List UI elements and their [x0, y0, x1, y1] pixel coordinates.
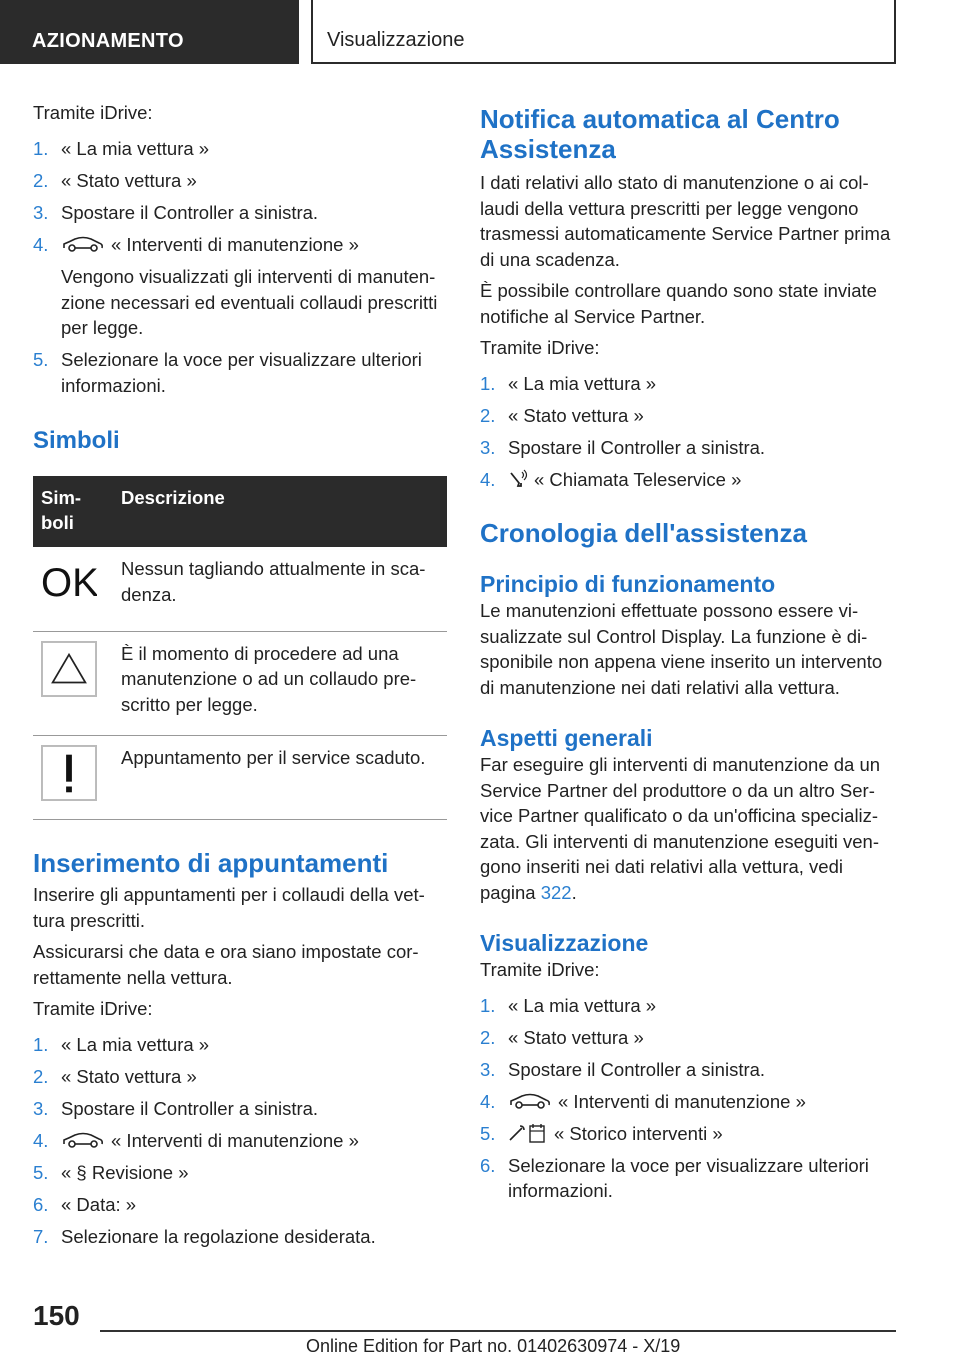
- step-text: « Stato vettura »: [61, 169, 197, 191]
- list-item: [480, 467, 896, 493]
- step-number: 1.: [480, 994, 496, 1016]
- notify-text-3: Tramite iDrive:: [480, 337, 600, 358]
- principle-heading: Principio di funzionamento: [480, 571, 776, 597]
- history-heading: Cronologia dell'assistenza: [480, 518, 807, 548]
- table-cell-description: È il momento di procedere ad una manutenzione o ad un collaudo pre-scritto per legge.: [113, 631, 447, 736]
- notify-text-2: È possibile controllare quando sono state inviate notifiche al Service Partner.: [480, 280, 877, 327]
- list-item: [33, 232, 447, 341]
- step-number: 4.: [480, 1090, 496, 1112]
- page-header: [0, 0, 960, 66]
- list-item: [480, 993, 896, 1019]
- step-text: « Interventi di manutenzione »: [558, 1090, 806, 1112]
- list-item: [33, 1064, 447, 1090]
- step-number: 4.: [480, 468, 496, 490]
- display-text: Tramite iDrive:: [480, 959, 600, 980]
- step-number: 3.: [33, 1097, 49, 1119]
- display-heading: Visualizzazione: [480, 930, 649, 956]
- general-text-body: Far eseguire gli interventi di manutenzione da un Service Partner del produttore o da un altro Ser-vice Partner qualificato o da un'officina specializ-zata. Gli interventi di manutenzione eseguiti ven-gono inseriti nei dati relativi alla vettura, vedi pagina: [480, 754, 881, 903]
- step-text: « Interventi di manutenzione »: [111, 233, 359, 255]
- intro-text: Tramite iDrive:: [33, 102, 153, 123]
- table-row: [33, 631, 447, 736]
- list-item: [33, 1160, 447, 1186]
- step-text: Spostare il Controller a sinistra.: [61, 201, 319, 223]
- step-number: 3.: [480, 436, 496, 458]
- general-text-end: .: [571, 881, 577, 903]
- list-item: [480, 1089, 896, 1115]
- step-text: « La mia vettura »: [508, 372, 657, 394]
- step-text: « Storico interventi »: [554, 1122, 723, 1144]
- step-number: 6.: [480, 1154, 496, 1176]
- steps-list-4: [480, 993, 896, 1204]
- table-header-row: [33, 476, 447, 547]
- car-icon: [61, 234, 105, 254]
- step-number: 2.: [480, 404, 496, 426]
- step-text: « Stato vettura »: [508, 1026, 644, 1048]
- step-number: 4.: [33, 233, 49, 255]
- table-header-symbols: Sim-boli: [33, 476, 113, 547]
- list-item: [480, 1025, 896, 1051]
- footer-divider: [100, 1330, 896, 1332]
- general-text: [480, 752, 896, 905]
- list-item: [33, 136, 447, 162]
- step-number: 2.: [33, 1065, 49, 1087]
- notify-text-1: I dati relativi allo stato di manutenzione o ai col-laudi della vettura prescritti per legge vengono trasmessi automaticamente Service Partner prima di una scadenza.: [480, 172, 891, 270]
- step-text: « § Revisione »: [61, 1161, 189, 1183]
- step-text: « La mia vettura »: [61, 1033, 210, 1055]
- symbols-table: [33, 476, 447, 820]
- car-icon: [61, 1130, 105, 1150]
- step-number: 6.: [33, 1193, 49, 1215]
- step-number: 5.: [33, 349, 49, 370]
- step-text: Selezionare la voce per visualizzare ulteriori informazioni.: [61, 349, 422, 396]
- step-number: 4.: [33, 1129, 49, 1151]
- step-text: Selezionare la regolazione desiderata.: [61, 1225, 376, 1247]
- step-subtext: Vengono visualizzati gli interventi di manuten-zione necessari ed eventuali collaudi prescritti per legge.: [61, 266, 438, 338]
- list-item: [33, 1032, 447, 1058]
- table-header-description: Descrizione: [113, 476, 447, 547]
- step-number: 3.: [480, 1058, 496, 1080]
- step-text: « La mia vettura »: [508, 994, 657, 1016]
- step-number: 5.: [480, 1122, 496, 1144]
- step-text: « Stato vettura »: [508, 404, 644, 426]
- steps-list-2: [33, 1032, 447, 1250]
- list-item: [33, 1096, 447, 1122]
- exclamation-icon: [41, 745, 97, 801]
- table-cell-symbol: [33, 736, 113, 820]
- table-cell-symbol: [33, 631, 113, 736]
- car-icon: [508, 1091, 552, 1111]
- step-number: 3.: [33, 201, 49, 223]
- list-item: [33, 200, 447, 226]
- step-number: 5.: [33, 1161, 49, 1183]
- step-text: Spostare il Controller a sinistra.: [61, 1097, 319, 1119]
- table-row: [33, 547, 447, 631]
- step-number: 1.: [33, 137, 49, 159]
- steps-list-1: [33, 136, 447, 399]
- step-text: Spostare il Controller a sinistra.: [508, 436, 766, 458]
- step-number: 7.: [33, 1225, 49, 1247]
- right-column: [480, 104, 896, 1210]
- list-item: [480, 1057, 896, 1083]
- step-text: Spostare il Controller a sinistra.: [508, 1058, 766, 1080]
- list-item: [33, 1192, 447, 1218]
- list-item: [33, 168, 447, 194]
- page-number: 150: [33, 1300, 80, 1331]
- section-tab: AZIONAMENTO: [0, 0, 299, 64]
- step-text: « Data: »: [61, 1193, 137, 1215]
- table-cell-description: Nessun tagliando attualmente in sca-denza.: [113, 547, 447, 631]
- step-number: 2.: [480, 1026, 496, 1048]
- step-text: « Interventi di manutenzione »: [111, 1129, 359, 1151]
- svg-text:OK: OK: [41, 561, 97, 605]
- principle-text: Le manutenzioni effettuate possono essere vi-sualizzate sul Control Display. La funzione è di-sponibile non appena viene inserito un intervento di manutenzione nei dati relativi alla vettura.: [480, 600, 883, 698]
- symbols-heading: Simboli: [33, 427, 120, 454]
- ok-icon: [41, 556, 97, 606]
- table-cell-symbol: [33, 547, 113, 631]
- list-item: [33, 1224, 447, 1250]
- notify-heading: Notifica automatica al Centro Assistenza: [480, 104, 840, 164]
- step-text: Selezionare la voce per visualizzare ulteriori informazioni.: [508, 1154, 869, 1201]
- list-item: [33, 1128, 447, 1154]
- list-item: [480, 1153, 896, 1204]
- wrench-icon: [508, 469, 528, 489]
- step-number: 1.: [33, 1033, 49, 1055]
- table-row: [33, 736, 447, 820]
- table-cell-description: Appuntamento per il service scaduto.: [113, 736, 447, 820]
- list-item: [480, 403, 896, 429]
- list-item: [480, 371, 896, 397]
- list-item: [480, 1121, 896, 1147]
- appointments-heading: Inserimento di appuntamenti: [33, 848, 389, 878]
- steps-list-3: [480, 371, 896, 493]
- general-heading: Aspetti generali: [480, 725, 653, 751]
- appointments-text-3: Tramite iDrive:: [33, 998, 153, 1019]
- warning-triangle-icon: [41, 641, 97, 697]
- edition-text: Online Edition for Part no. 01402630974 - X/19: [306, 1336, 681, 1356]
- list-item: [33, 347, 447, 398]
- left-column: [33, 100, 447, 1256]
- appointments-text-1: Inserire gli appuntamenti per i collaudi della vet-tura prescritti.: [33, 884, 425, 931]
- appointments-text-2: Assicurarsi che data e ora siano impostate cor-rettamente nella vettura.: [33, 941, 419, 988]
- chapter-tab: Visualizzazione: [311, 0, 896, 64]
- step-text: « Chiamata Teleservice »: [534, 468, 742, 490]
- page-link[interactable]: 322: [540, 881, 572, 903]
- list-item: [480, 435, 896, 461]
- step-number: 2.: [33, 169, 49, 191]
- service-history-icon: [508, 1122, 548, 1144]
- step-number: 1.: [480, 372, 496, 394]
- step-text: « Stato vettura »: [61, 1065, 197, 1087]
- step-text: « La mia vettura »: [61, 137, 210, 159]
